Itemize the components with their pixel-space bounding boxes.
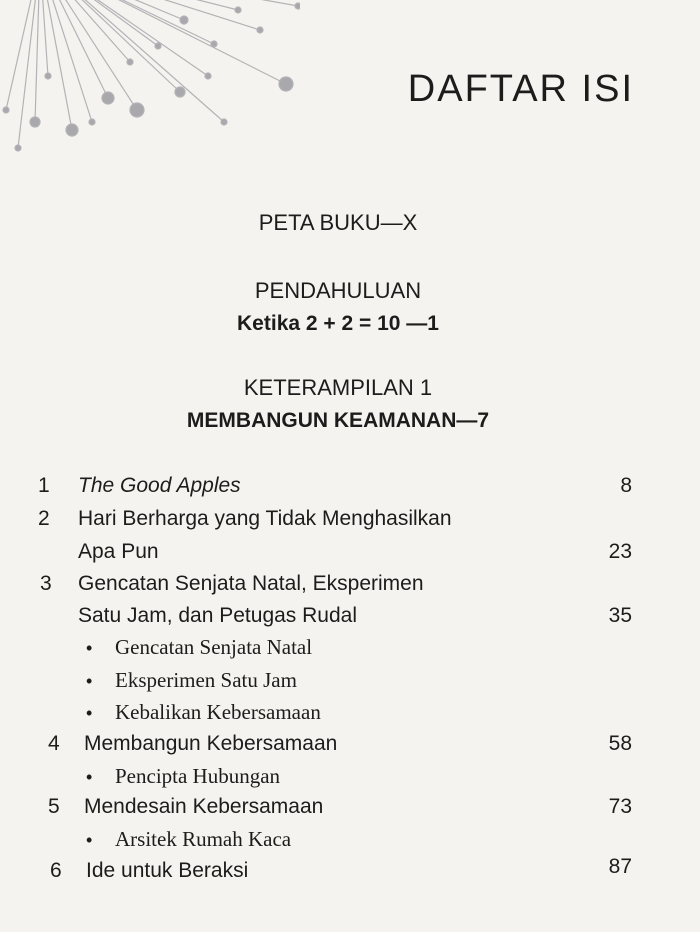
bullet: • xyxy=(86,638,93,658)
subsection-title: Pencipta Hubungan xyxy=(115,764,281,788)
page-number: 8 xyxy=(620,474,632,497)
chapter-title: Mendesain Kebersamaan xyxy=(84,795,324,818)
section-label: KETERAMPILAN 1 xyxy=(243,375,433,400)
bullet: • xyxy=(86,767,93,787)
chapter-title: Membangun Kebersamaan xyxy=(84,732,338,755)
chapter-number: 4 xyxy=(48,732,60,755)
subsection-title: Arsitek Rumah Kaca xyxy=(115,827,292,851)
chapter-title: Gencatan Senjata Natal, Eksperimen xyxy=(78,572,424,595)
chapter-number: 1 xyxy=(38,474,50,497)
front-matter-intro: PENDAHULUAN xyxy=(254,278,422,303)
chapter-title: Ide untuk Beraksi xyxy=(86,859,249,882)
bullet: • xyxy=(86,671,93,691)
page-number: 35 xyxy=(608,604,632,627)
subsection-title: Eksperimen Satu Jam xyxy=(115,668,297,692)
page-number: 73 xyxy=(608,795,632,818)
subsection-title: Gencatan Senjata Natal xyxy=(115,635,313,659)
chapter-number: 3 xyxy=(40,572,52,595)
chapter-title-continued: Apa Pun xyxy=(78,540,159,563)
chapter-title-continued: Satu Jam, dan Petugas Rudal xyxy=(78,604,358,627)
subsection-title: Kebalikan Kebersamaan xyxy=(115,700,321,724)
bullet: • xyxy=(86,830,93,850)
page-title: DAFTAR ISI xyxy=(407,68,634,110)
chapter-title: The Good Apples xyxy=(78,474,241,497)
page-number: 58 xyxy=(608,732,632,755)
bullet: • xyxy=(86,703,93,723)
chapter-number: 6 xyxy=(50,859,62,882)
chapter-number: 5 xyxy=(48,795,60,818)
chapter-title: Hari Berharga yang Tidak Menghasilkan xyxy=(78,507,452,530)
page-number: 87 xyxy=(608,855,632,878)
section-subtitle: MEMBANGUN KEAMANAN—7 xyxy=(186,409,490,432)
front-matter-map: PETA BUKU—X xyxy=(258,210,418,235)
page-number: 23 xyxy=(608,540,632,563)
chapter-number: 2 xyxy=(38,507,50,530)
front-matter-intro-subtitle: Ketika 2 + 2 = 10 —1 xyxy=(237,312,439,335)
sunburst-decoration xyxy=(0,0,300,160)
